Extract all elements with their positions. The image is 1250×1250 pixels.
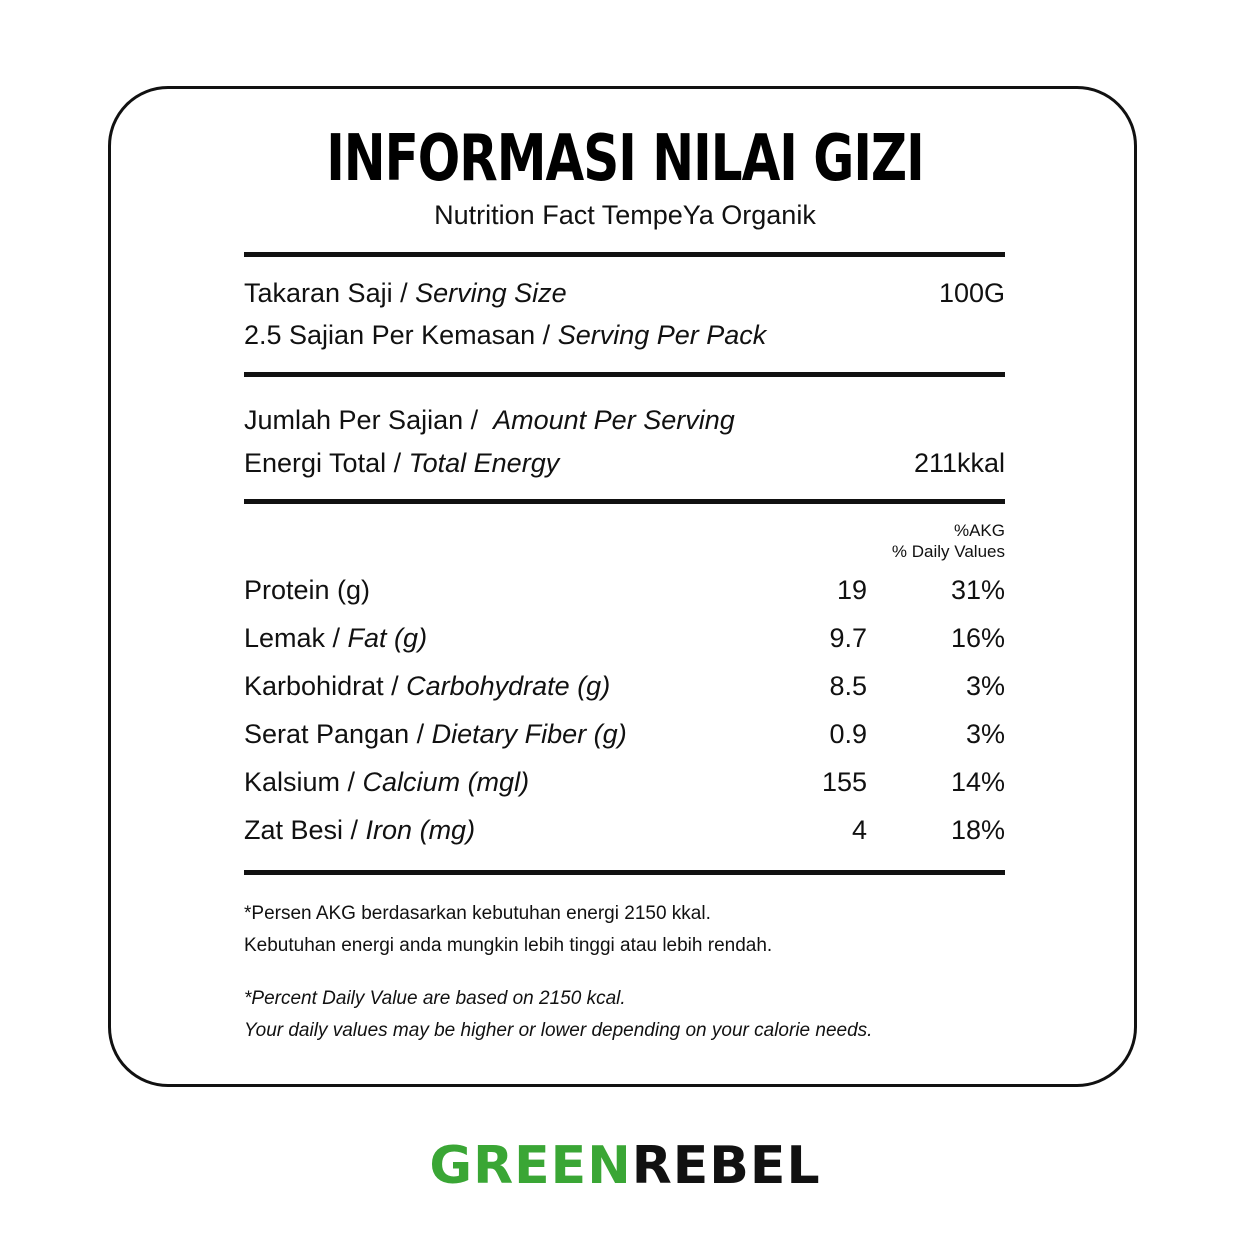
divider [244,870,1005,875]
akg-header: %AKG [953,521,1005,540]
nutrient-percent: 3% [965,671,1005,701]
logo-green-text: GREEN [429,1136,632,1196]
nutrient-amount: 0.9 [829,719,867,749]
nutrient-percent: 14% [950,767,1005,797]
serving-per-pack-label: 2.5 Sajian Per Kemasan / Serving Per Pack [244,320,767,350]
brand-logo [0,1136,1250,1196]
nutrient-percent: 31% [950,575,1005,605]
nutrient-label: Kalsium / Calcium (mgl) [244,767,530,797]
nutrient-percent: 18% [950,815,1005,845]
amount-per-serving-label: Jumlah Per Sajian / Amount Per Serving [244,405,735,435]
total-energy-value: 211kkal [913,448,1005,478]
nutrient-amount: 9.7 [829,623,867,653]
logo-rebel-text: REBEL [631,1136,821,1196]
daily-values-header: % Daily Values [891,542,1005,561]
footnote-en-line: Your daily values may be higher or lower depending on your calorie needs. [244,1020,873,1041]
nutrient-amount: 8.5 [829,671,867,701]
footnote-id-line: *Persen AKG berdasarkan kebutuhan energi 2150 kkal. [244,903,711,924]
label-subtitle: Nutrition Fact TempeYa Organik [434,200,816,230]
nutrient-amount: 155 [821,767,867,797]
serving-size-value: 100G [938,278,1005,308]
divider [244,252,1005,257]
footnote-id-line: Kebutuhan energi anda mungkin lebih tinggi atau lebih rendah. [244,935,773,956]
total-energy-label: Energi Total / Total Energy [244,448,560,478]
footnote-en-line: *Percent Daily Value are based on 2150 kcal. [244,988,626,1009]
nutrient-percent: 16% [950,623,1005,653]
nutrient-label: Serat Pangan / Dietary Fiber (g) [244,719,627,749]
nutrient-percent: 3% [965,719,1005,749]
label-title: INFORMASI NILAI GIZI [326,121,924,196]
divider [244,499,1005,504]
nutrient-label: Protein (g) [244,575,371,605]
nutrient-label: Lemak / Fat (g) [244,623,428,653]
nutrient-label: Karbohidrat / Carbohydrate (g) [244,671,611,701]
nutrient-label: Zat Besi / Iron (mg) [244,815,476,845]
nutrient-amount: 4 [851,815,867,845]
divider [244,372,1005,377]
serving-size-label: Takaran Saji / Serving Size [244,278,567,308]
nutrient-amount: 19 [836,575,867,605]
